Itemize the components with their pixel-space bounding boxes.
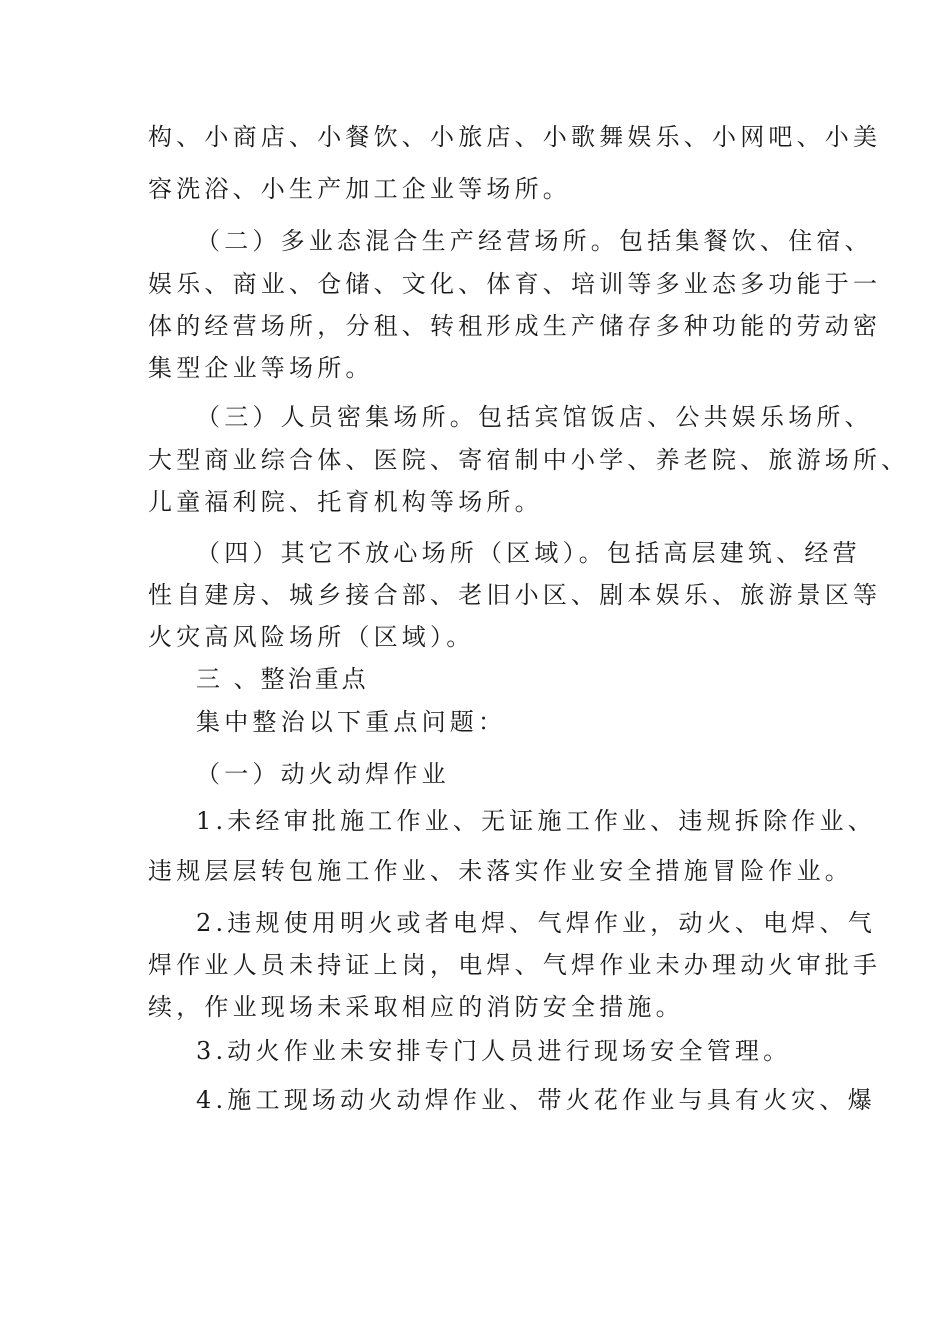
- item-1-line: 1.未经审批施工作业、无证施工作业、违规拆除作业、: [196, 807, 876, 835]
- subsection-title: （一）动火动焊作业: [196, 760, 450, 788]
- item-4-line: 4.施工现场动火动焊作业、带火花作业与具有火灾、爆: [196, 1086, 876, 1114]
- section-2-title-line: （二）多业态混合生产经营场所。包括集餐饮、住宿、: [196, 227, 873, 255]
- section-4-title-line: （四）其它不放心场所（区域）。包括高层建筑、经营: [196, 539, 861, 567]
- paragraph-line: 娱乐、商业、仓储、文化、体育、培训等多业态多功能于一: [148, 270, 882, 298]
- paragraph-line: 体的经营场所，分租、转租形成生产储存多种功能的劳动密: [148, 312, 882, 340]
- paragraph-line: 构、小商店、小餐饮、小旅店、小歌舞娱乐、小网吧、小美: [148, 123, 882, 151]
- paragraph-line: 容洗浴、小生产加工企业等场所。: [148, 175, 571, 203]
- paragraph-line: 儿童福利院、托育机构等场所。: [148, 488, 543, 516]
- paragraph-line: 火灾高风险场所（区域）。: [148, 623, 475, 651]
- section-3-title-line: （三）人员密集场所。包括宾馆饭店、公共娱乐场所、: [196, 403, 873, 431]
- item-3-line: 3.动火作业未安排专门人员进行现场安全管理。: [196, 1037, 792, 1065]
- paragraph-line: 违规层层转包施工作业、未落实作业安全措施冒险作业。: [148, 857, 853, 885]
- paragraph-line: 焊作业人员未持证上岗，电焊、气焊作业未办理动火审批手: [148, 951, 882, 979]
- paragraph-line: 大型商业综合体、医院、寄宿制中小学、养老院、旅游场所、: [148, 446, 910, 474]
- intro-line: 集中整治以下重点问题：: [196, 708, 507, 736]
- paragraph-line: 集型企业等场所。: [148, 354, 374, 382]
- item-2-line: 2.违规使用明火或者电焊、气焊作业，动火、电焊、气: [196, 909, 876, 937]
- heading-rectification-focus: 三 、整治重点: [196, 665, 369, 693]
- paragraph-line: 续，作业现场未采取相应的消防安全措施。: [148, 993, 684, 1021]
- paragraph-line: 性自建房、城乡接合部、老旧小区、剧本娱乐、旅游景区等: [148, 581, 882, 609]
